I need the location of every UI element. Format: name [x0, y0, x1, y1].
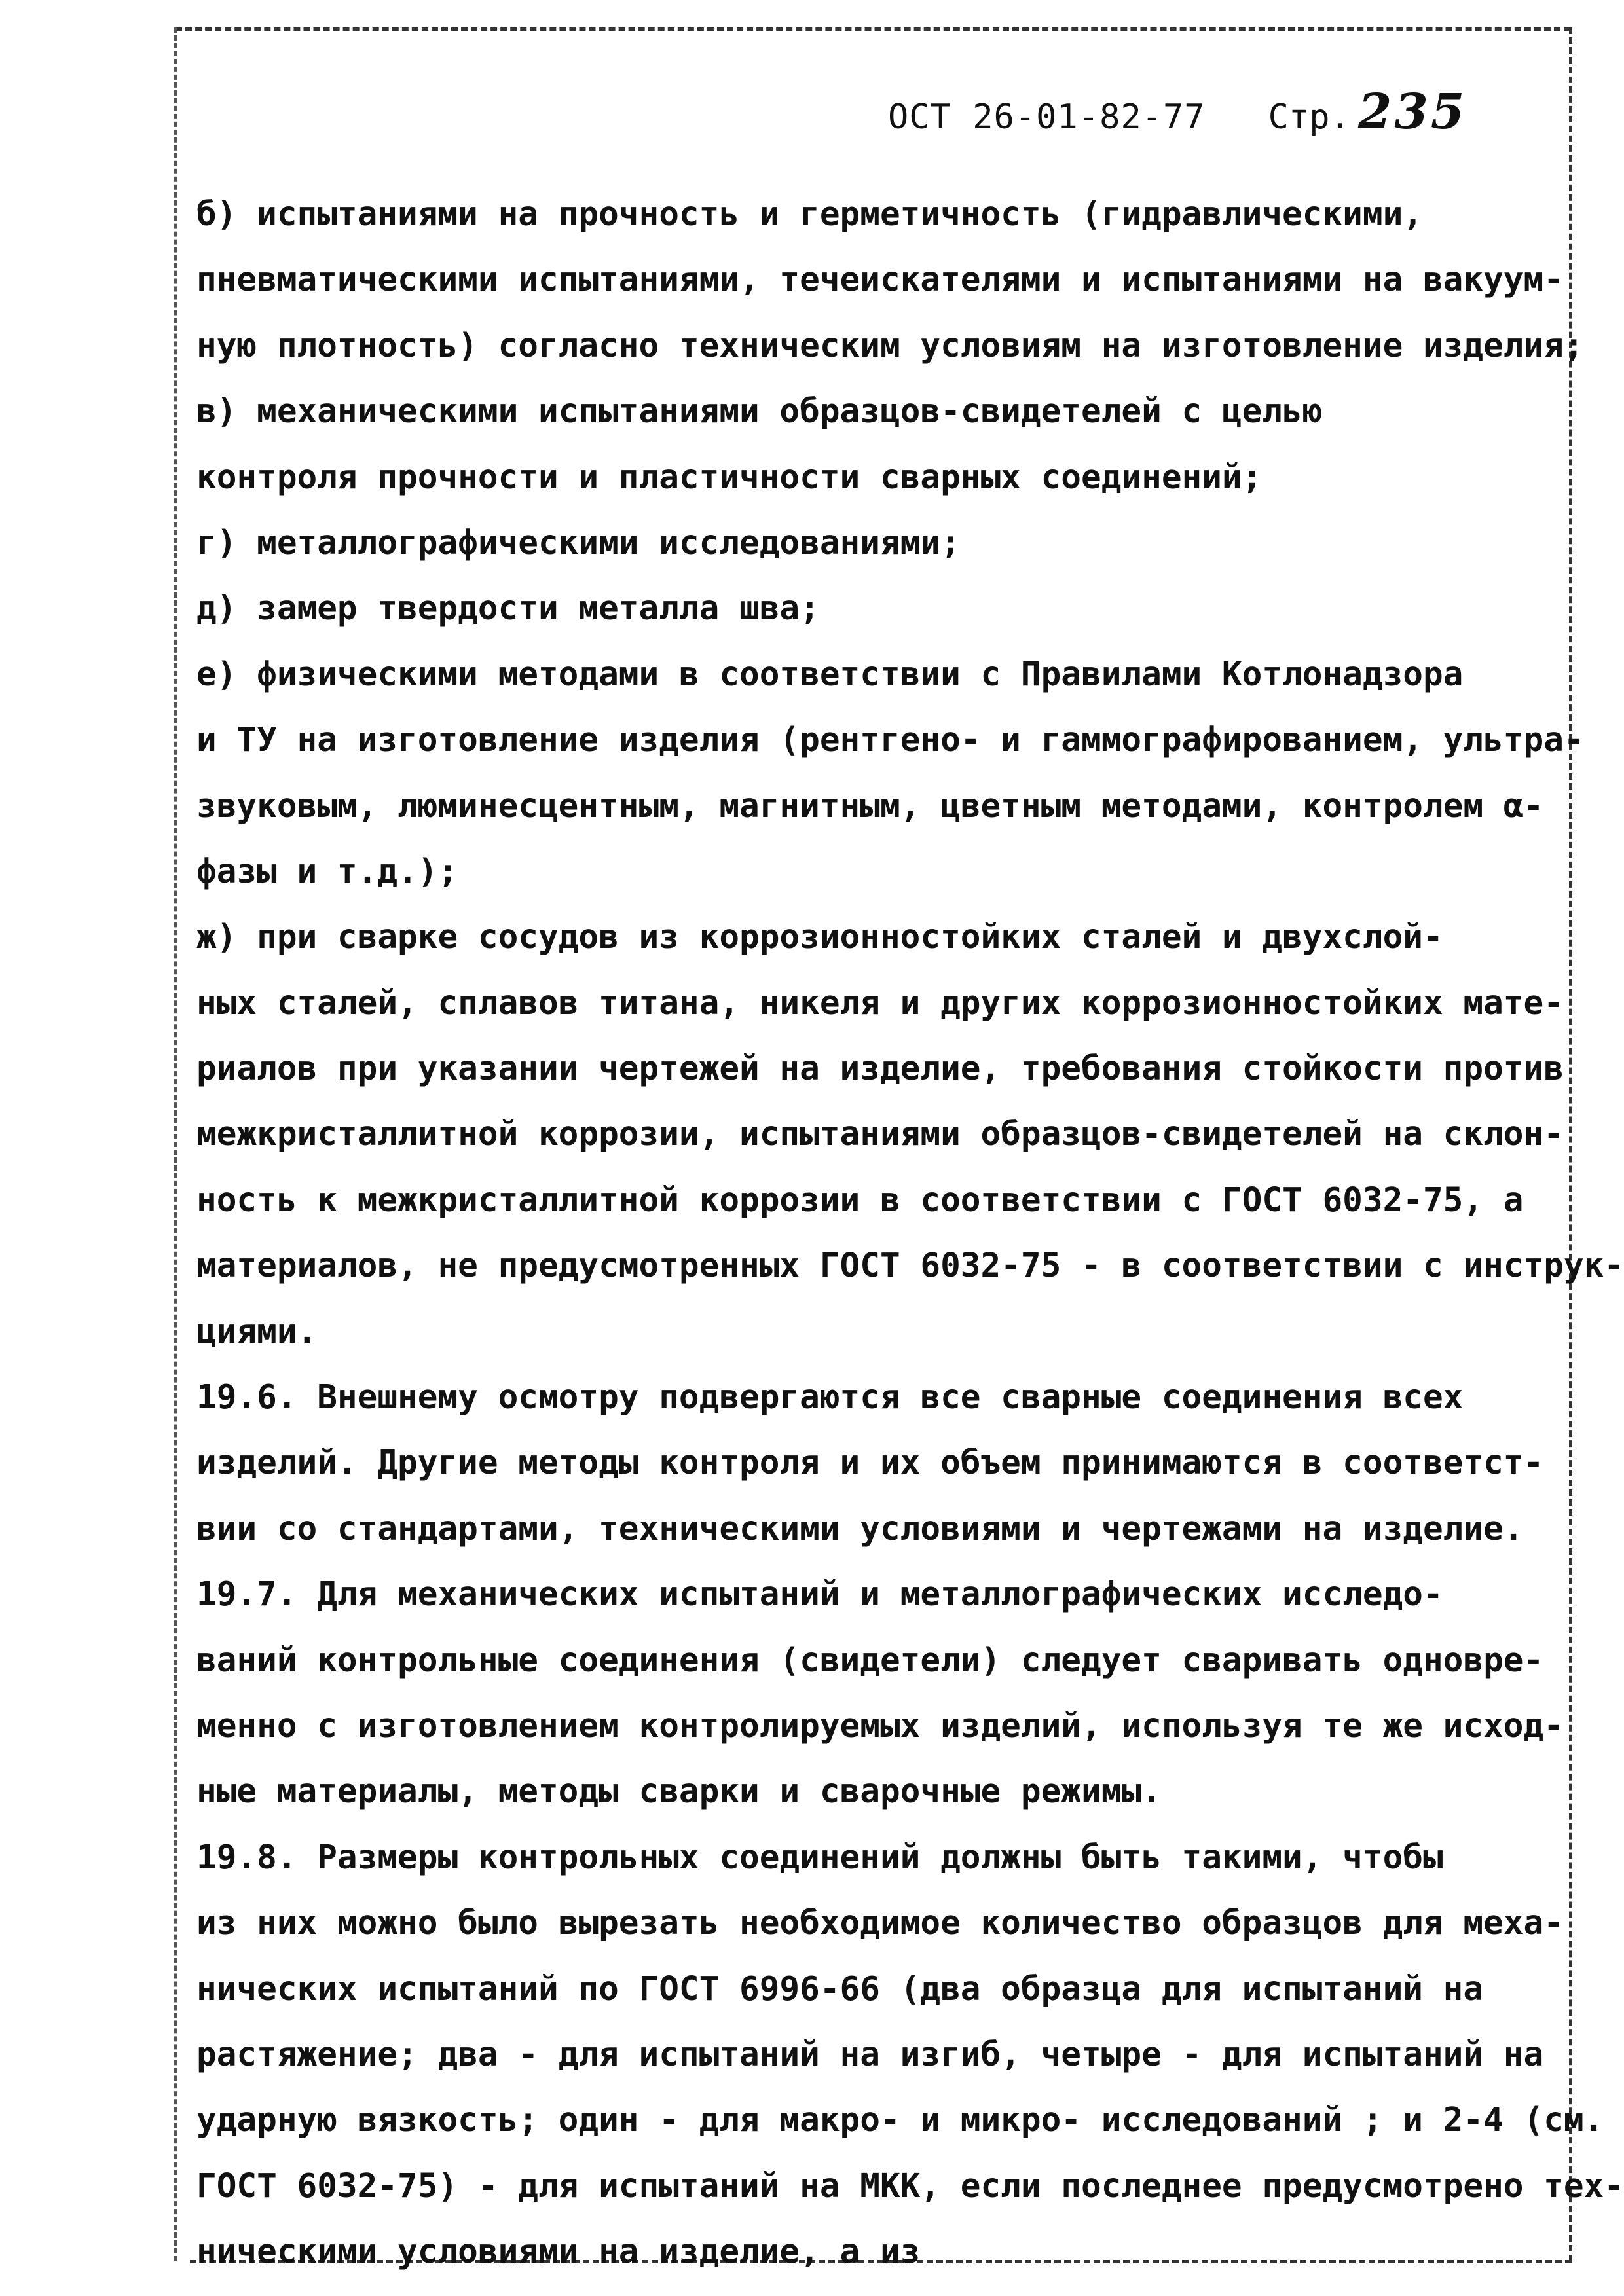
text-line: ность к межкристаллитной коррозии в соответствии с ГОСТ 6032-75, а — [196, 1180, 1524, 1220]
text-line: 19.6. Внешнему осмотру подвергаются все сварные соединения всех — [196, 1378, 1464, 1417]
text-line: циями. — [196, 1312, 318, 1351]
text-line: растяжение; два - для испытаний на изгиб, четыре - для испытаний на — [196, 2035, 1544, 2074]
text-line: в) механическими испытаниями образцов-свидетелей с целью — [196, 392, 1323, 431]
text-line: ваний контрольные соединения (свидетели) следует сваривать одновре- — [196, 1641, 1544, 1680]
text-line: нических испытаний по ГОСТ 6996-66 (два образца для испытаний на — [196, 1969, 1484, 2009]
text-line: пневматическими испытаниями, течеискателями и испытаниями на вакуум- — [196, 261, 1564, 300]
text-line: звуковым, люминесцентным, магнитным, цветным методами, контролем α- — [196, 786, 1544, 826]
text-line: ные материалы, методы сварки и сварочные режимы. — [196, 1772, 1162, 1812]
text-line: изделий. Другие методы контроля и их объем принимаются в соответст- — [196, 1444, 1544, 1483]
text-line: и ТУ на изготовление изделия (рентгено- и гаммографированием, ультра- — [196, 721, 1584, 760]
text-line: г) металлографическими исследованиями; — [196, 523, 961, 562]
page-header — [888, 84, 1477, 143]
text-line: вии со стандартами, техническими условиями и чертежами на изделие. — [196, 1509, 1524, 1548]
page-frame-top-border — [175, 27, 1570, 31]
document-body — [196, 182, 1624, 2286]
text-line: ж) при сварке сосудов из коррозионностойких сталей и двухслой- — [196, 918, 1443, 957]
document-code: ОСТ 26-01-82-77 — [888, 98, 1206, 137]
text-line: 19.8. Размеры контрольных соединений должны быть такими, чтобы — [196, 1838, 1443, 1877]
text-line: ударную вязкость; один - для макро- и микро- исследований ; и 2-4 (см. — [196, 2101, 1604, 2140]
text-line: д) замер твердости металла шва; — [196, 589, 820, 629]
text-line: ных сталей, сплавов титана, никеля и других коррозионностойких мате- — [196, 983, 1564, 1023]
text-line: менно с изготовлением контролируемых изделий, используя те же исход- — [196, 1706, 1564, 1745]
page-label: Стр. — [1268, 98, 1350, 137]
text-line: 19.7. Для механических испытаний и металлографических исследо- — [196, 1575, 1443, 1614]
text-line: межкристаллитной коррозии, испытаниями образцов-свидетелей на склон- — [196, 1115, 1564, 1154]
text-line: б) испытаниями на прочность и герметичность (гидравлическими, — [196, 195, 1423, 234]
text-line: из них можно было вырезать необходимое количество образцов для меха- — [196, 1904, 1564, 1943]
text-line: ную плотность) согласно техническим условиям на изготовление изделия; — [196, 326, 1584, 365]
text-line: фазы и т.д.); — [196, 852, 458, 891]
text-line: ническими условиями на изделие, а из — [196, 2232, 921, 2272]
text-line: е) физическими методами в соответствии с Правилами Котлонадзора — [196, 655, 1464, 694]
text-line: материалов, не предусмотренных ГОСТ 6032-75 - в соответствии с инструк- — [196, 1247, 1624, 1286]
text-line: контроля прочности и пластичности сварных соединений; — [196, 458, 1263, 497]
text-line: риалов при указании чертежей на изделие, требования стойкости против — [196, 1049, 1564, 1089]
page-frame-left-border — [174, 27, 177, 2261]
text-line: ГОСТ 6032-75) - для испытаний на МКК, если последнее предусмотрено тех- — [196, 2166, 1624, 2206]
page-number: 235 — [1357, 84, 1467, 140]
